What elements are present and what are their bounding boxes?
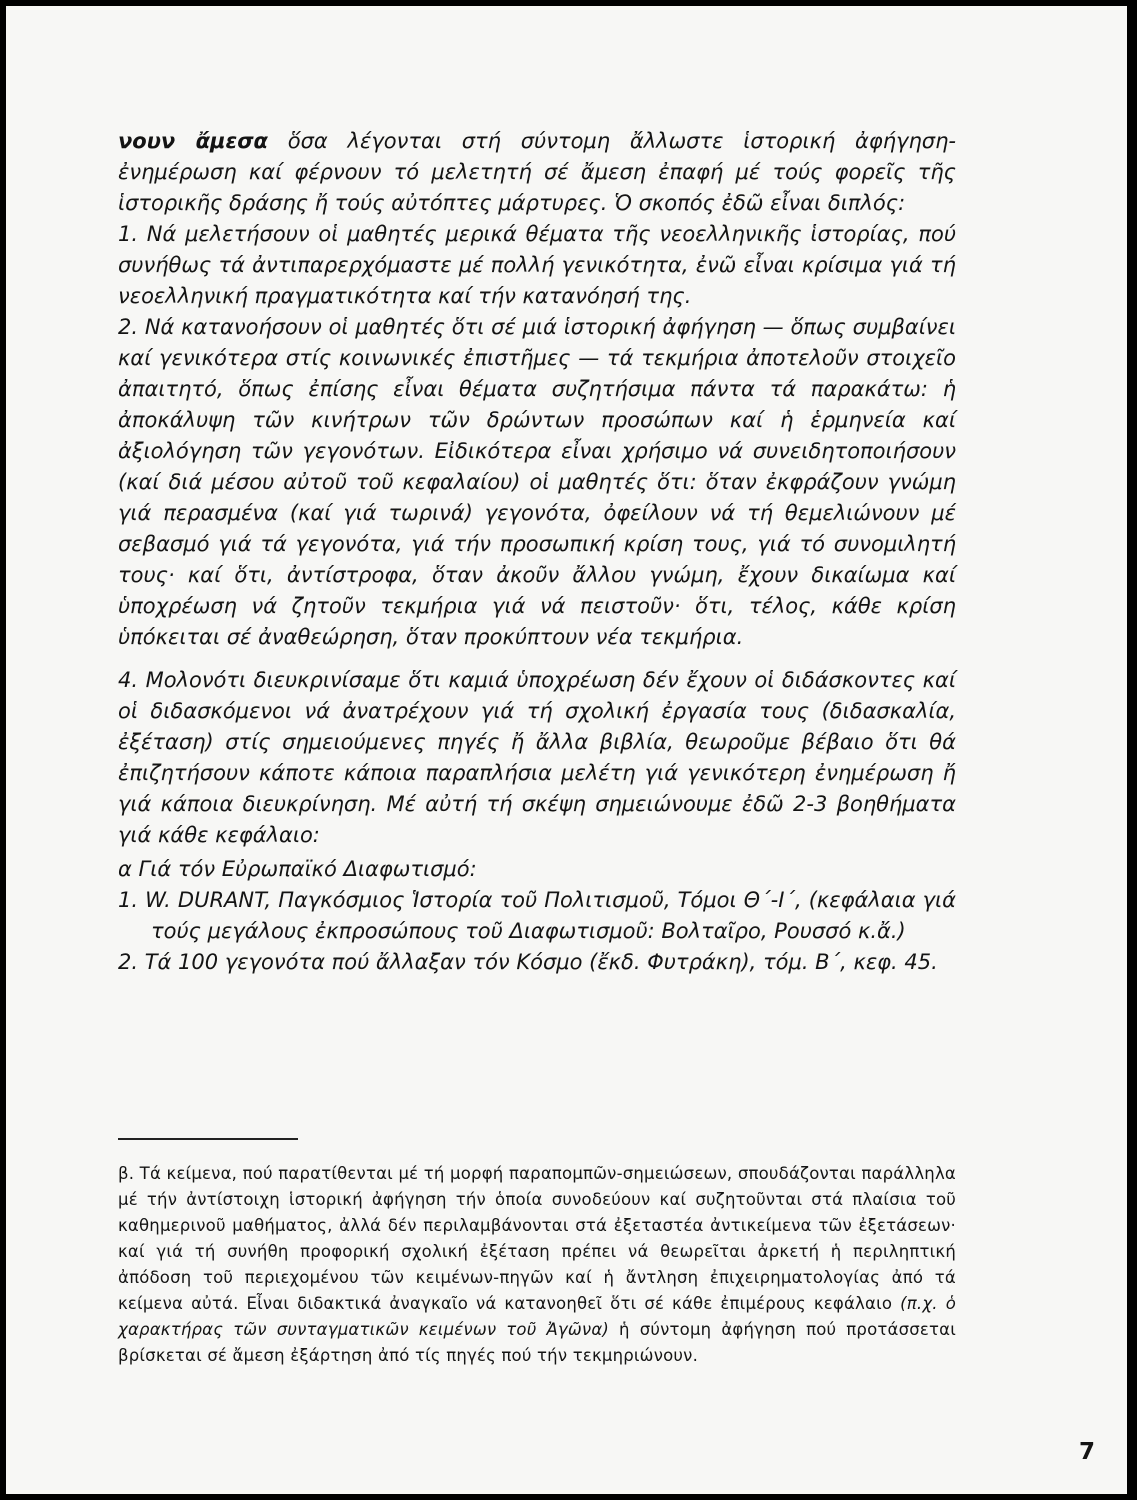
intro-text: ὅσα λέγονται στή σύντομη ἄλλωστε ἱστορική ἀφήγηση-ἐνημέρωση καί φέρνουν τό μελετητή σέ ἄμεση ἐπαφή μέ τούς φορεῖς τῆς ἱστορικῆς δράσης ἤ τούς αὐτόπτες μάρτυρες. Ὁ σκοπός ἐδῶ εἶναι διπλός: [118,129,956,215]
reference-item: 2. Τά 100 γεγονότα πού ἄλλαξαν τόν Κόσμο (ἔκδ. Φυτράκη), τόμ. Β΄, κεφ. 45. [118,950,938,974]
footnote-italic-example: (π.χ. ὁ χαρακτήρας τῶν συνταγματικῶν κειμένων τοῦ Ἀγῶνα) [118,1294,956,1339]
footnote-paragraph [118,1161,956,1369]
point-4: 4. Μολονότι διευκρινίσαμε ὅτι καμιά ὑποχρέωση δέν ἔχουν οἱ διδάσκοντες καί οἱ διδασκόμενοι νά ἀνατρέχουν γιά τή σχολική ἐργασία τους (διδασκαλία, ἐξέταση) στίς σημειούμενες πηγές ἤ ἄλλα βιβλία, θεωροῦμε βέβαιο ὅτι θά ἐπιζητήσουν κάποτε κάποια παραπλήσια μελέτη γιά γενικότερη ἐνημέρωση ἤ γιά κάποια διευκρίνηση. Μέ αὐτή τή σκέψη σημειώνουμε ἐδῶ 2-3 βοηθήματα γιά κάθε κεφάλαιο: [118,668,956,847]
footnote-text-2: ἡ σύντομη ἀφήγηση πού προτάσσεται βρίσκεται σέ ἄμεση ἐξάρτηση ἀπό τίς πηγές πού τήν τεκμηριώνουν. [118,1320,956,1365]
main-text [118,126,956,978]
book-page [6,6,1127,1494]
page-number: 7 [1078,1439,1095,1465]
subhead-enlightenment: α Γιά τόν Εὐρωπαϊκό Διαφωτισμό: [118,857,477,881]
footnote-divider [118,1138,298,1140]
point-2: 2. Νά κατανοήσουν οἱ μαθητές ὅτι σέ μιά ἱστορική ἀφήγηση — ὅπως συμβαίνει καί γενικότερα στίς κοινωνικές ἐπιστῆμες — τά τεκμήρια ἀποτελοῦν στοιχεῖο ἀπαιτητό, ὅπως ἐπίσης εἶναι θέματα συζητήσιμα πάντα τά παρακάτω: ἡ ἀποκάλυψη τῶν κινήτρων τῶν δρώντων προσώπων καί ἡ ἑρμηνεία καί ἀξιολόγηση τῶν γεγονότων. Εἰδικότερα εἶναι χρήσιμο νά συνειδητοποιήσουν (καί διά μέσου αὐτοῦ τοῦ κεφαλαίου) οἱ μαθητές ὅτι: ὅταν ἐκφράζουν γνώμη γιά περασμένα (καί γιά τωρινά) γεγονότα, ὀφείλουν νά τή θεμελιώνουν μέ σεβασμό γιά τά γεγονότα, γιά τήν προσωπική κρίση τους, γιά τό συνομιλητή τους· καί ὅτι, ἀντίστροφα, ὅταν ἀκοῦν ἄλλου γνώμη, ἔχουν δικαίωμα καί ὑποχρέωση νά ζητοῦν τεκμήρια γιά νά πειστοῦν· ὅτι, τέλος, κάθε κρίση ὑπόκειται σέ ἀναθεώρηση, ὅταν προκύπτουν νέα τεκμήρια. [118,315,956,649]
reference-item: 1. W. DURANT, Παγκόσμιος Ἱστορία τοῦ Πολιτισμοῦ, Τόμοι Θ΄-Ι΄, (κεφάλαια γιά τούς μεγάλους ἐκπροσώπους τοῦ Διαφωτισμοῦ: Βολταῖρο, Ρουσσό κ.ἄ.) [118,888,956,943]
intro-lead: νουν ἄμεσα [118,129,268,153]
point-1: 1. Νά μελετήσουν οἱ μαθητές μερικά θέματα τῆς νεοελληνικῆς ἱστορίας, πού συνήθως τά ἀντιπαρερχόμαστε μέ πολλή γενικότητα, ἐνῶ εἶναι κρίσιμα γιά τή νεοελληνική πραγματικότητα καί τήν κατανόησή της. [118,222,956,308]
footnote [118,1161,956,1369]
intro-paragraph [118,126,956,219]
footnote-text-1: β. Τά κείμενα, πού παρατίθενται μέ τή μορφή παραπομπῶν-σημειώσεων, σπουδάζονται παράλληλα μέ τήν ἀντίστοιχη ἱστορική ἀφήγηση τήν ὁποία συνοδεύουν καί συζητοῦνται στά πλαίσια τοῦ καθημερινοῦ μαθήματος, ἀλλά δέν περιλαμβάνονται στά ἐξεταστέα ἀντικείμενα τῶν ἐξετάσεων· καί γιά τή συνήθη προφορική σχολική ἐξέταση πρέπει νά θεωρεῖται ἀρκετή ἡ περιληπτική ἀπόδοση τοῦ περιεχομένου τῶν κειμένων-πηγῶν καί ἡ ἄντληση ἐπιχειρηματολογίας ἀπό τά κείμενα αὐτά. Εἶναι διδακτικά ἀναγκαῖο νά κατανοηθεῖ ὅτι σέ κάθε ἐπιμέρους κεφάλαιο [118,1164,956,1313]
